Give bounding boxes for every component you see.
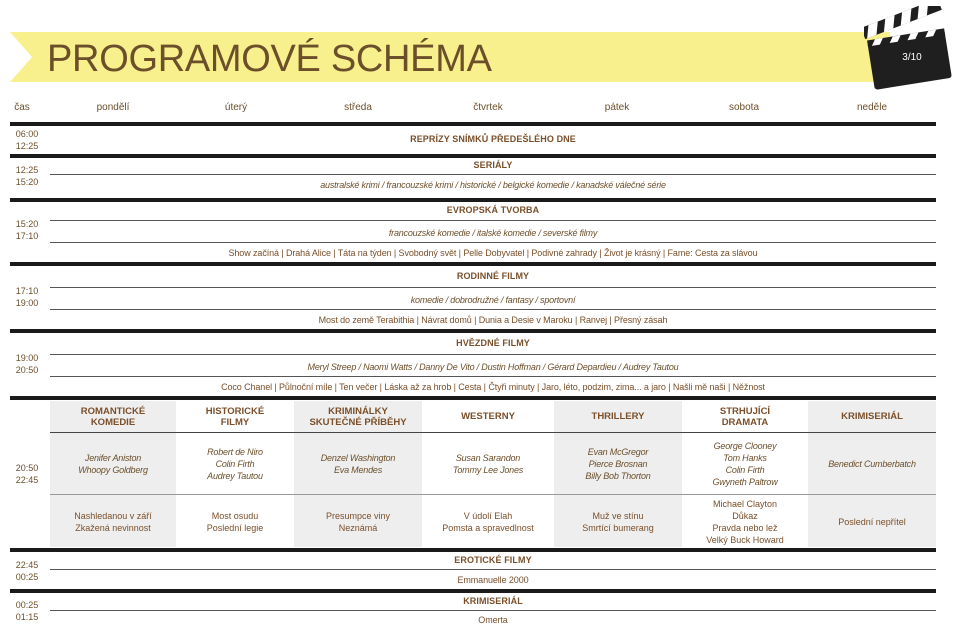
block-heading: EROTICKÉ FILMY [454,555,532,565]
genre-actors: Robert de Niro Colin Firth Audrey Tautou [207,447,263,481]
genre-actors: Benedict Cumberbatch [828,459,916,469]
genre-actors: George Clooney Tom Hanks Colin Firth Gwyneth Paltrow [712,441,778,487]
genre-column [682,401,808,547]
genre-actors: Jenifer Aniston Whoopy Goldberg [78,453,148,475]
block-divider [10,589,936,593]
genre-heading: ROMANTICKÉ KOMEDIE [80,405,146,428]
genre-heading: STRHUJÍCÍ DRAMATA [719,405,771,428]
block-divider [10,329,936,333]
block-divider [10,122,936,126]
block-heading: HVĚZDNÉ FILMY [456,338,530,348]
time-range: 06:00 12:25 [15,129,39,151]
block-divider [10,548,936,552]
block-heading: KRIMISERIÁL [463,596,523,606]
genre-heading: HISTORICKÉ FILMY [205,405,265,428]
day-header-thursday: čtvrtek [473,102,503,113]
genre-actors: Susan Sarandon Tommy Lee Jones [452,453,524,475]
genre-column [422,401,554,547]
day-header-row [0,102,959,118]
block-divider [10,154,936,158]
clapperboard-icon [864,6,956,92]
titles-line: Omerta [478,615,508,625]
row-divider [50,569,936,570]
row-divider [50,287,936,288]
titles-line: Emmanuelle 2000 [457,575,529,585]
titles-line: Coco Chanel | Půlnoční míle | Ten večer | Láska až za hrob | Cesta | Čtyři minuty | Jaro, léto, podzim, zima... a jaro | Našli mě naši | Něžnost [221,382,765,392]
time-range: 20:50 22:45 [15,463,39,485]
genre-heading: WESTERNY [461,411,515,422]
block-divider [10,198,936,202]
row-divider [50,494,936,495]
time-range: 12:25 15:20 [15,165,39,187]
genre-heading: KRIMINÁLKY SKUTEČNÉ PŘÍBĚHY [309,405,407,428]
genre-line: Meryl Streep / Naomi Watts / Danny De Vito / Dustin Hoffman / Gérard Depardieu / Audrey Tautou [307,362,679,372]
titles-line: Most do země Terabithia | Návrat domů | Dunia a Desie v Maroku | Ranvej | Přesný zásah [318,315,668,325]
block-heading: REPRÍZY SNÍMKŮ PŘEDEŠLÉHO DNE [410,134,576,144]
day-header-tuesday: úterý [224,102,248,113]
time-range: 15:20 17:10 [15,219,39,241]
genre-column [176,401,294,547]
day-header-friday: pátek [604,102,630,113]
day-header-saturday: sobota [728,102,760,113]
block-heading: RODINNÉ FILMY [456,271,530,281]
genre-line: komedie / dobrodružné / fantasy / sportovní [410,295,576,305]
genre-films: Michael Clayton Důkaz Pravda nebo lež Velký Buck Howard [706,498,784,545]
day-header-wednesday: středa [344,102,372,113]
evening-genre-grid [50,401,936,547]
row-divider [50,242,936,243]
genre-films: Muž ve stínu Smrtící bumerang [582,510,654,533]
row-divider [50,220,936,221]
genre-films: Nashledanou v září Zkažená nevinnost [74,510,152,533]
genre-films: Presumpce viny Neznámá [325,510,391,533]
row-divider [50,376,936,377]
block-divider [10,262,936,266]
genre-column [554,401,682,547]
time-range: 00:25 01:15 [15,600,39,622]
day-header-sunday: neděle [856,102,888,113]
row-divider [50,354,936,355]
row-divider [50,309,936,310]
genre-column [808,401,936,547]
time-range: 17:10 19:00 [15,286,39,308]
day-header-monday: pondělí [96,102,130,113]
block-heading: EVROPSKÁ TVORBA [446,205,540,215]
genre-heading: KRIMISERIÁL [841,411,903,422]
row-divider [50,174,936,175]
row-divider [50,432,936,433]
genre-films: Most osudu Poslední legie [206,510,264,533]
block-heading: SERIÁLY [473,160,513,170]
row-divider [50,610,936,611]
time-range: 22:45 00:25 [15,560,39,582]
genre-heading: THRILLERY [591,411,645,422]
genre-films: Poslední nepřítel [838,516,906,527]
day-header-time: čas [14,102,30,113]
genre-actors: Evan McGregor Pierce Brosnan Billy Bob Thorton [585,447,651,481]
time-range: 19:00 20:50 [15,353,39,375]
genre-line: francouzské komedie / italské komedie / severské filmy [388,228,598,238]
genre-films: V údolí Elah Pomsta a spravedlnost [442,510,534,533]
block-divider [10,396,936,400]
genre-column [50,401,176,547]
page-title: PROGRAMOVÉ SCHÉMA [47,38,492,80]
genre-line: australské krimi / francouzské krimi / historické / belgické komedie / kanadské válečné série [320,180,666,190]
genre-column [294,401,422,547]
titles-line: Show začíná | Drahá Alice | Táta na týden | Svobodný svět | Pelle Dobyvatel | Podivné zahrady | Život je krásný | Fame: Cesta za slávou [228,248,758,258]
genre-actors: Denzel Washington Eva Mendes [320,453,396,475]
page-indicator: 3/10 [902,52,922,63]
